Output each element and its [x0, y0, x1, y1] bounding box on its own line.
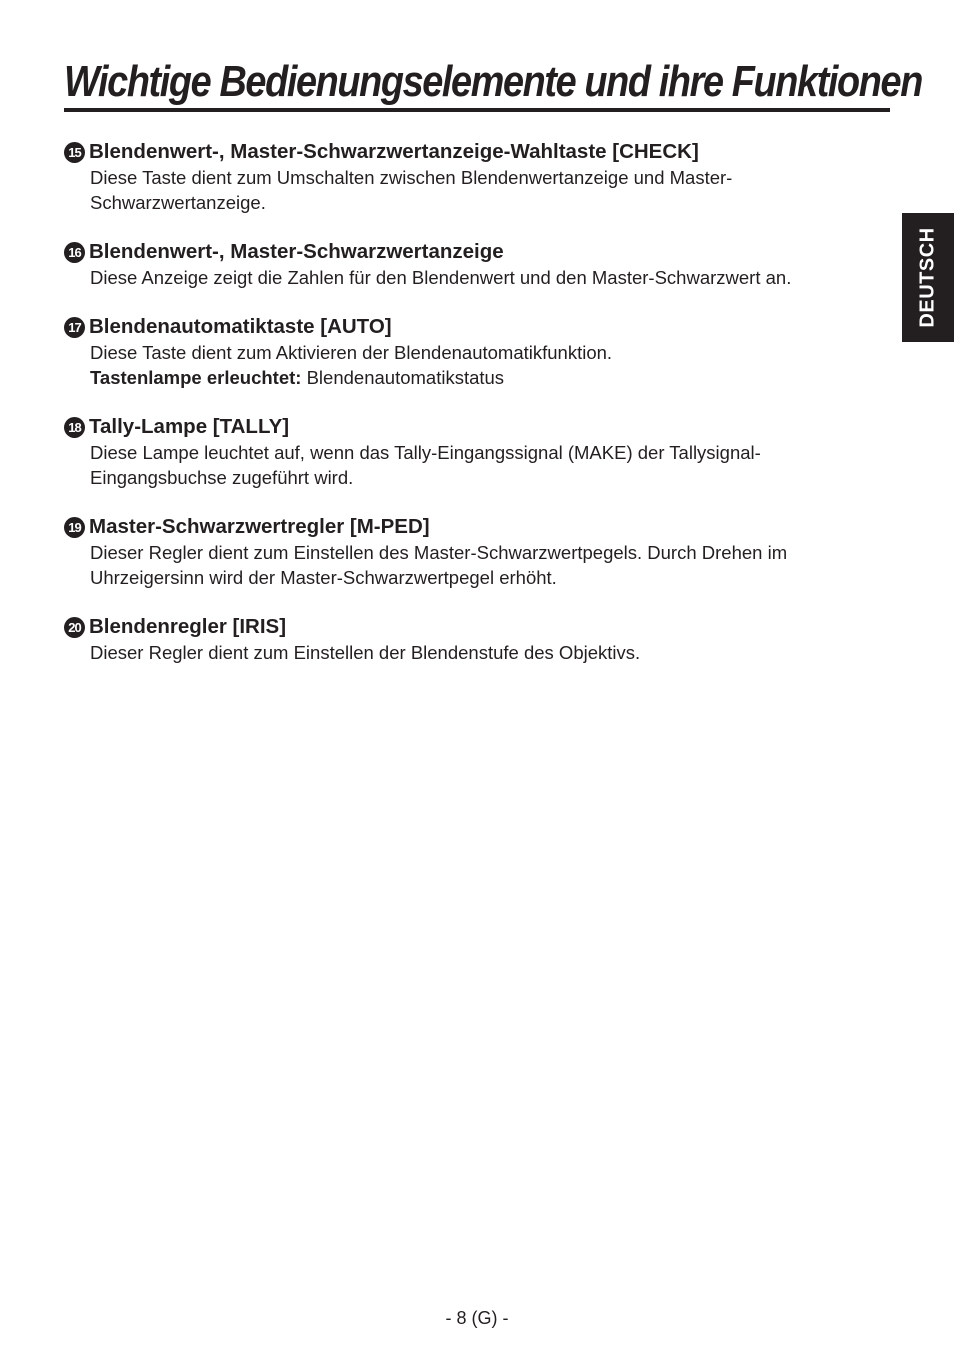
section-heading: Blendenwert-, Master-Schwarzwertanzeige-Wahltaste [CHECK]	[89, 140, 699, 163]
section-text-line: Dieser Regler dient zum Einstellen der Blendenstufe des Objektivs.	[90, 642, 641, 663]
section-text-line: Schwarzwertanzeige.	[90, 192, 266, 213]
note-label: Tastenlampe erleuchtet:	[90, 367, 302, 388]
section-heading: Blendenwert-, Master-Schwarzwertanzeige	[89, 240, 504, 263]
section-item	[64, 239, 884, 290]
item-number-badge: 19	[64, 517, 85, 538]
section-text-line: Diese Taste dient zum Umschalten zwischen Blendenwertanzeige und Master-	[90, 167, 733, 188]
section-heading: Master-Schwarzwertregler [M-PED]	[89, 515, 430, 538]
section-text-line: Uhrzeigersinn wird der Master-Schwarzwertpegel erhöht.	[90, 567, 557, 588]
item-number-badge: 15	[64, 142, 85, 163]
section-heading: Tally-Lampe [TALLY]	[89, 415, 290, 438]
section-item	[64, 414, 884, 490]
section-heading: Blendenregler [IRIS]	[89, 615, 287, 638]
language-tab-label: DEUTSCH	[916, 227, 939, 328]
language-tab	[902, 213, 954, 342]
section-text-line: Diese Lampe leuchtet auf, wenn das Tally-Eingangssignal (MAKE) der Tallysignal-	[90, 442, 761, 463]
page-number: - 8 (G) -	[445, 1308, 509, 1328]
page-title: Wichtige Bedienungselemente und ihre Funktionen	[64, 57, 922, 106]
section-text-line: Eingangsbuchse zugeführt wird.	[90, 467, 354, 488]
item-number-badge: 20	[64, 617, 85, 638]
section-item	[64, 614, 884, 665]
section-text-line: Dieser Regler dient zum Einstellen des Master-Schwarzwertpegels. Durch Drehen im	[90, 542, 788, 563]
section-item	[64, 139, 884, 215]
item-number-badge: 18	[64, 417, 85, 438]
section-heading: Blendenautomatiktaste [AUTO]	[89, 315, 392, 338]
section-text-line: Diese Taste dient zum Aktivieren der Blendenautomatikfunktion.	[90, 342, 613, 363]
item-number-badge: 16	[64, 242, 85, 263]
section-list	[64, 139, 884, 689]
item-number-badge: 17	[64, 317, 85, 338]
section-item	[64, 514, 884, 590]
title-rule	[64, 108, 890, 112]
section-note	[90, 365, 884, 390]
section-item	[64, 314, 884, 390]
note-text: Blendenautomatikstatus	[301, 367, 505, 388]
section-text-line: Diese Anzeige zeigt die Zahlen für den Blendenwert und den Master-Schwarzwert an.	[90, 267, 792, 288]
